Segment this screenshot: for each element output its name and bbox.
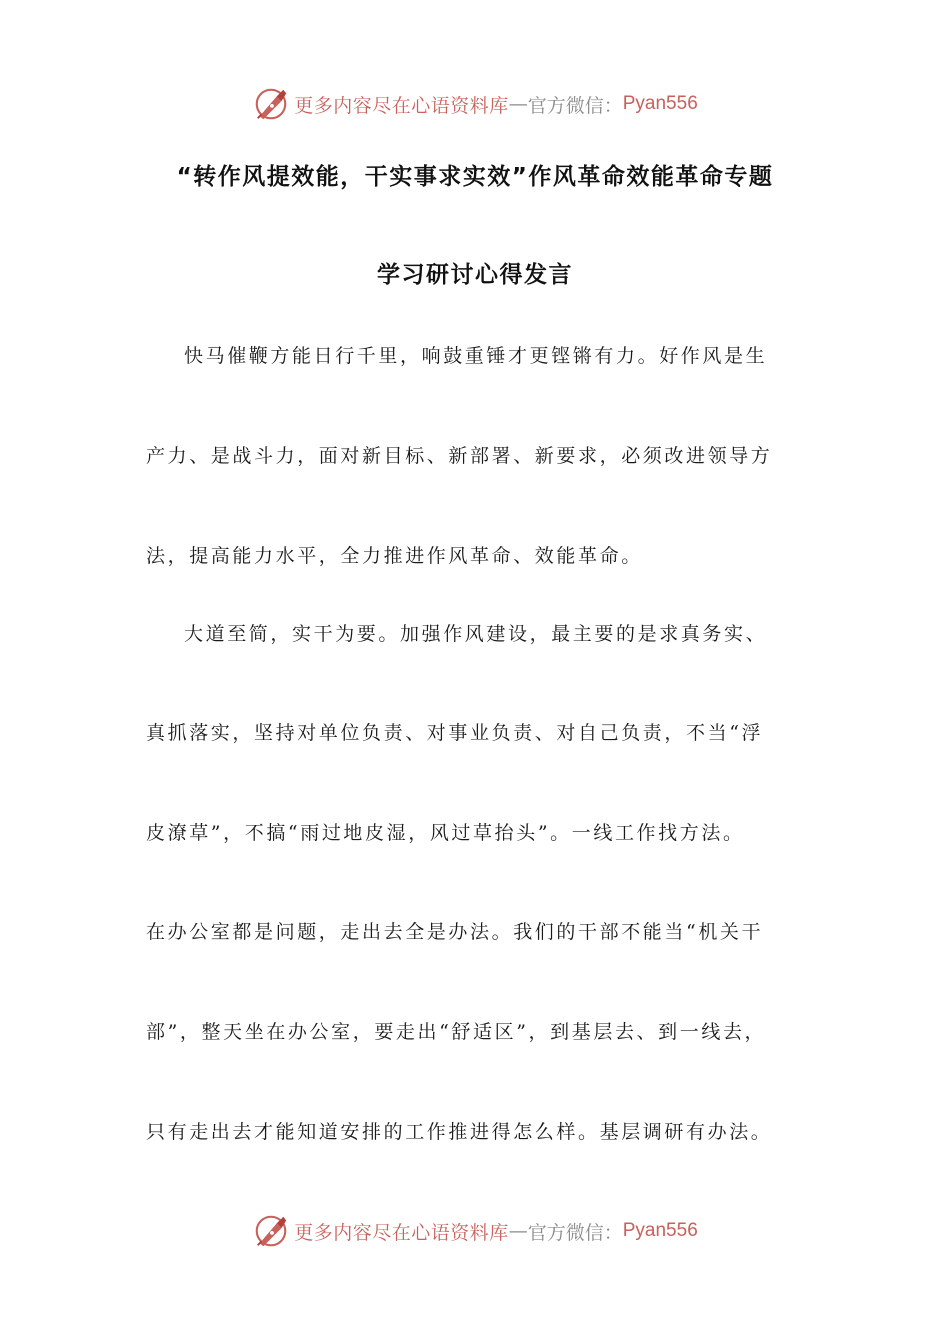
body-line: 快马催鞭方能日行千里，响鼓重锤才更铿锵有力。好作风是生: [184, 345, 768, 367]
banner-dash: —: [508, 93, 528, 115]
pen-nib-logo-icon: [252, 1212, 290, 1250]
body-line: 在办公室都是问题，走出去全是办法。我们的干部不能当“机关干: [146, 921, 764, 943]
banner-wechat-id: Pyan556: [622, 93, 698, 114]
banner-wechat-label: 官方微信：: [527, 1221, 623, 1244]
body-line: 大道至简，实干为要。加强作风建设，最主要的是求真务实、: [184, 623, 768, 645]
body-line: 部”，整天坐在办公室，要走出“舒适区”，到基层去、到一线去，: [146, 1021, 767, 1043]
banner-wechat-id: Pyan556: [622, 1220, 698, 1241]
body-line: 产力、是战斗力，面对新目标、新部署、新要求，必须改进领导方: [146, 445, 773, 467]
banner-wechat-label: 官方微信：: [527, 94, 623, 117]
body-line: 法，提高能力水平，全力推进作风革命、效能革命。: [146, 545, 643, 567]
pen-nib-logo-icon: [252, 85, 290, 123]
banner-dash: —: [508, 1220, 528, 1242]
footer-banner: [0, 1209, 950, 1253]
document-title-line-2: 学习研讨心得发言: [377, 262, 573, 288]
body-line: 只有走出去才能知道安排的工作推进得怎么样。基层调研有办法。: [146, 1121, 773, 1143]
header-banner: [0, 82, 950, 126]
document-title-line-1: “转作风提效能，干实事求实效”作风革命效能革命专题: [176, 164, 774, 190]
body-line: 皮潦草”，不搞“雨过地皮湿，风过草抬头”。一线工作找方法。: [146, 822, 745, 844]
banner-text: 更多内容尽在心语资料库: [294, 94, 509, 117]
banner-text: 更多内容尽在心语资料库: [294, 1221, 509, 1244]
body-line: 真抓落实，坚持对单位负责、对事业负责、对自己负责，不当“浮: [146, 722, 764, 744]
